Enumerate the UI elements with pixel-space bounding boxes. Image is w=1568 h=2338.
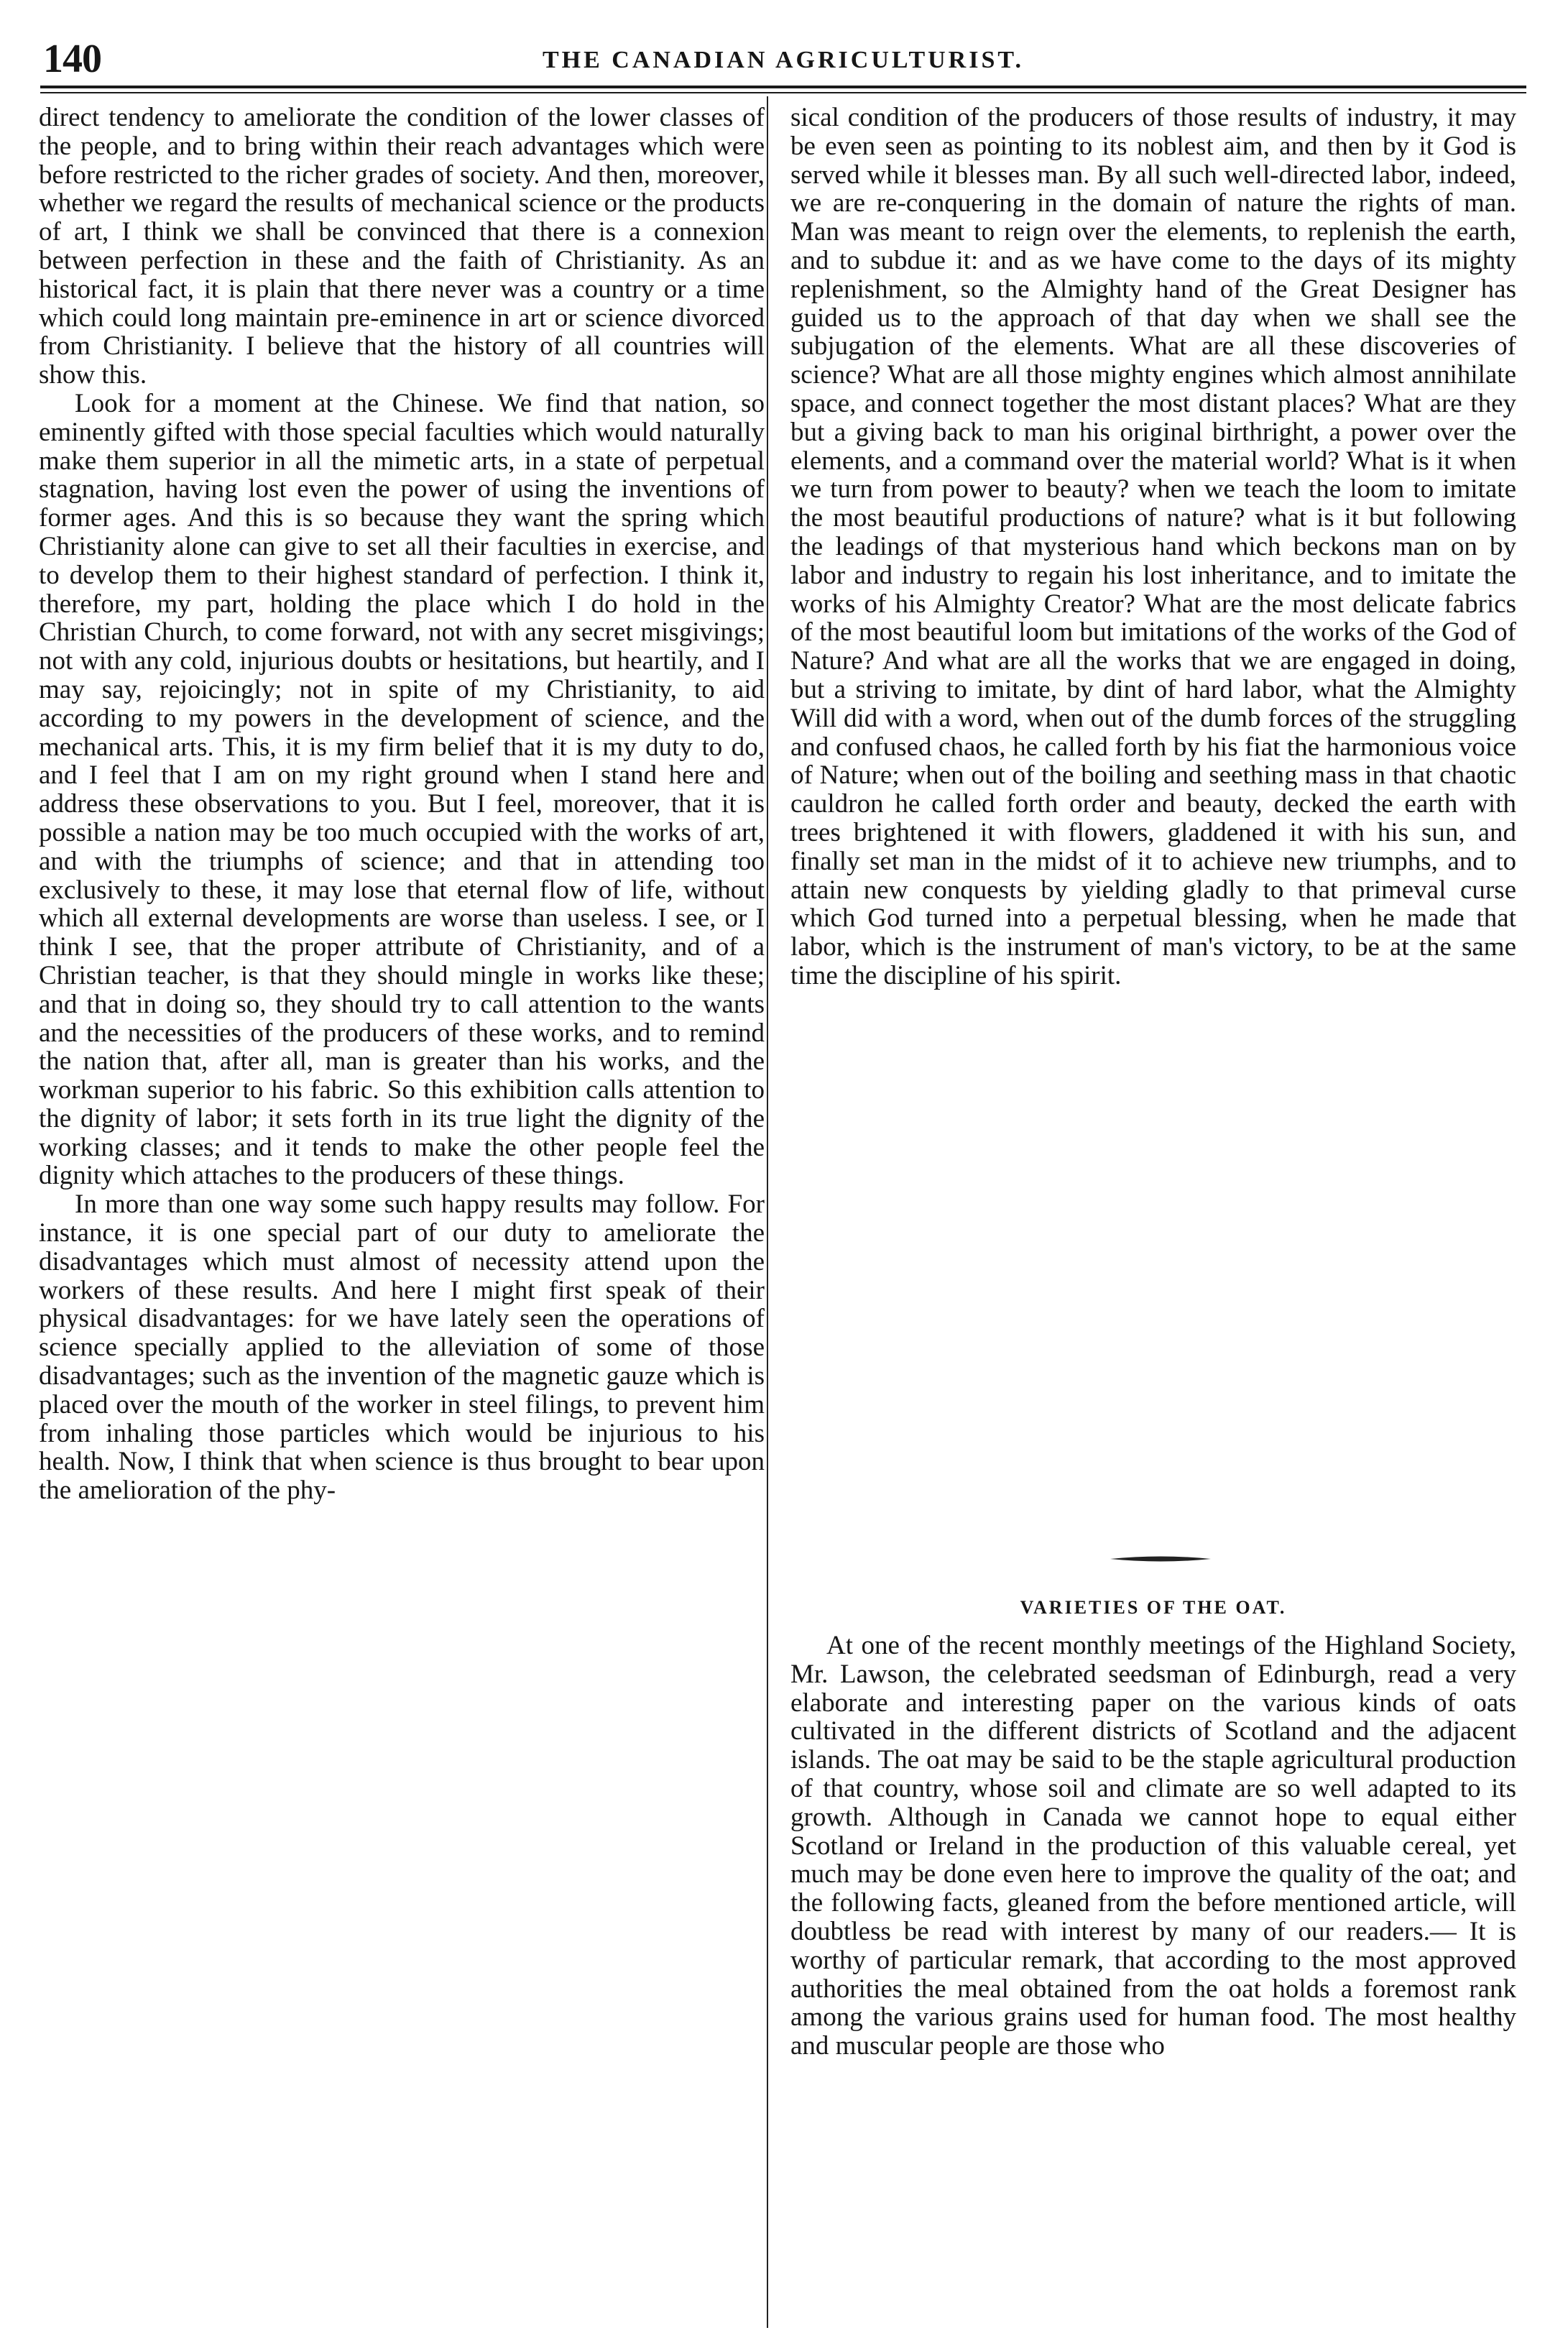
right-column	[790, 103, 1516, 990]
article-paragraph-1: At one of the recent monthly meetings of the Highland Society, Mr. Lawson, the celebrated seedsman of Edinburgh, read a very elaborate and interesting paper on the various kinds of oats cultivated in the different districts of Scotland and the adjacent islands. The oat may be said to be the staple agricultural production of that country, whose soil and climate are so well adapted to its growth. Although in Canada we cannot hope to equal either Scotland or Ireland in the production of this valuable cereal, yet much may be done even here to improve the quality of the oat; and the following facts, gleaned from the before mentioned article, will doubtless be read with interest by many of our readers.— It is worthy of particular remark, that according to the most approved authorities the meal obtained from the oat holds a foremost rank among the various grains used for human food. The most healthy and muscular people are those who	[790, 1631, 1516, 2061]
left-paragraph-3: In more than one way some such happy results may follow. For instance, it is one special part of our duty to ameliorate the disadvantages which must almost of necessity attend upon the workers of these results. And here I might first speak of their physical disadvantages: for we have lately seen the operations of science specially applied to the alleviation of some of those disadvantages; such as the invention of the magnetic gauze which is placed over the mouth of the worker in steel filings, to prevent him from inhaling those particles which would be injurious to his health. Now, I think that when science is thus brought to bear upon the amelioration of the phy-	[39, 1189, 765, 1506]
column-divider	[767, 96, 768, 2328]
header-rule	[40, 86, 1526, 88]
page-header	[43, 37, 1523, 80]
article-body	[790, 1631, 1516, 2061]
right-paragraph-1: sical condition of the producers of those results of industry, it may be even seen as pointing to its noblest aim, and then by it God is served while it blesses man. By all such well-directed labor, indeed, we are re-conquering in the domain of nature the rights of man. Man was meant to reign over the elements, to replenish the earth, and to subdue it: and as we have come to the days of its mighty replenishment, so the Almighty hand of the Great Designer has guided us to the approach of that day when we shall see the subjugation of the elements. What are all these discoveries of science? What are all those mighty engines which almost annihilate space, and connect together the most distant places? What are they but a giving back to man his original birthright, a power over the elements, and a command over the material world? What is it when we turn from power to beauty? when we teach the loom to imitate the most beautiful productions of nature? what is it but following the leadings of that mysterious hand which beckons man on by labor and industry to regain his lost inheritance, and to imitate the works of his Almighty Creator? What are the most delicate fabrics of the most beautiful loom but imitations of the works of the God of Nature? And what are all the works that we are engaged in doing, but a striving to imitate, by dint of hard labor, what the Almighty Will did with a word, when out of the dumb forces of the struggling and confused chaos, he called forth by his fiat the harmonious voice of Nature; when out of the boiling and seething mass in that chaotic cauldron he called forth order and beauty, decked the earth with trees brightened it with flowers, gladdened it with his sun, and finally set man in the midst of it to achieve new triumphs, and to attain new conquests by yielding gladly to that primeval curse which God turned into a perpetual blessing, when he made that labor, which is the instrument of man's victory, to be at the same time the discipline of his spirit.	[790, 103, 1516, 990]
article-title: VARIETIES OF THE OAT.	[1020, 1597, 1287, 1618]
left-column	[39, 103, 765, 1505]
page-number: 140	[43, 37, 101, 81]
left-paragraph-1: direct tendency to ameliorate the condition of the lower classes of the people, and to bring within their reach advantages which were before restricted to the richer grades of society. And then, moreover, whether we regard the results of mechanical science or the products of art, I think we shall be convinced that there is a connexion between perfection in these and the faith of Christianity. As an historical fact, it is plain that there never was a country or a time which could long maintain pre-eminence in art or science divorced from Christianity. I believe that the history of all countries will show this.	[39, 103, 765, 390]
header-rule-thin	[40, 92, 1526, 93]
left-paragraph-2: Look for a moment at the Chinese. We find that nation, so eminently gifted with those special faculties which would naturally make them superior in all the mimetic arts, in a state of perpetual stagnation, having lost even the power of using the inventions of former ages. And this is so because they want the spring which Christianity alone can give to set all their faculties in exercise, and to develop them to their highest standard of perfection. I think it, therefore, my part, holding the place which I do hold in the Christian Church, to come forward, not with any secret misgivings; not with any cold, injurious doubts or hesitations, but heartily, and I may say, rejoicingly; not in spite of my Christianity, to aid according to my powers in the development of science, and the mechanical arts. This, it is my firm belief that it is my duty to do, and I feel that I am on my right ground when I stand here and address these observations to you. But I feel, moreover, that it is possible a nation may be too much occupied with the works of art, and with the triumphs of science; and that in attending too exclusively to these, it may lose that eternal flow of life, without which all external developments are worse than useless. I see, or I think I see, that the proper attribute of Christianity, and of a Christian teacher, is that they should mingle in works like these; and that in doing so, they should try to call attention to the wants and the necessities of the producers of these works, and to remind the nation that, after all, man is greater than his works, and the workman superior to his fabric. So this exhibition calls attention to the dignity of labor; it sets forth in its true light the dignity of the working classes; and it tends to make the other people feel the dignity which attaches to the producers of these things.	[39, 388, 765, 1191]
running-title: THE CANADIAN AGRICULTURIST.	[542, 47, 1025, 73]
section-ornament	[1110, 1554, 1211, 1564]
